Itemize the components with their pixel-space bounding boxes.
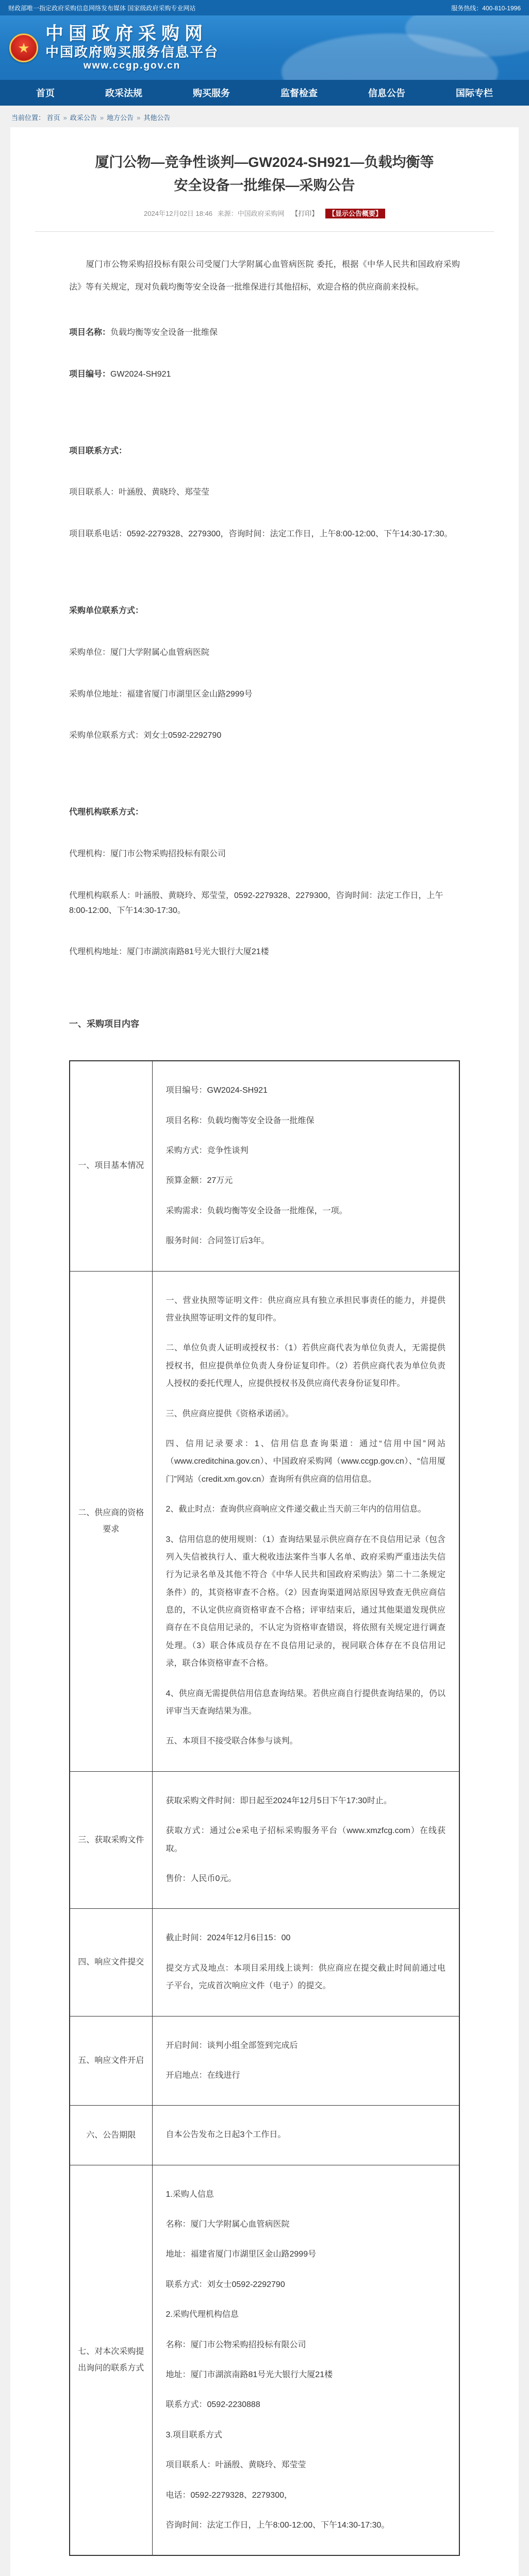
main-nav [0, 80, 529, 106]
info-line [69, 805, 460, 820]
info-line-label: 采购单位： [69, 648, 111, 657]
table-content-line: 项目联系人：叶涵殷、黄晓玲、郑莹莹 [166, 2461, 306, 2470]
table-content-line: 采购需求：负载均衡等安全设备一批维保，一项。 [166, 1206, 348, 1215]
site-name: 中国政府采购网 [45, 23, 208, 44]
table-row-content [152, 2016, 459, 2106]
table-row-content [152, 1771, 459, 1909]
nav-item[interactable]: 首页 [36, 88, 55, 98]
info-line [69, 847, 460, 862]
table-content-line: 电话：0592-2279328、2279300， [166, 2490, 293, 2500]
table-content-line: 二、单位负责人证明或授权书：（1）若供应商代表为单位负责人，无需提供授权书，但应提供单位负责人身份证复印件。（2）若供应商代表为单位负责人授权的委托代理人，应提供授权书及供应商代表身份证复印件。 [166, 1344, 445, 1388]
table-content-line: 名称：厦门市公物采购招投标有限公司 [166, 2340, 306, 2349]
topbar-slogan: 财政部唯一指定政府采购信息网络发布媒体 国家级政府采购专业网站 [8, 4, 196, 12]
table-content-line: 截止时间：2024年12月6日15：00 [166, 1934, 291, 1943]
info-line-label: 采购单位联系方式： [69, 731, 144, 740]
national-emblem-icon: ★ [9, 33, 38, 62]
info-line-value: 刘女士0592-2292790 [143, 731, 222, 740]
table-content-line: 三、供应商应提供《资格承诺函》。 [166, 1409, 294, 1418]
info-lines [69, 326, 460, 960]
table-content-line: 地址：厦门市湖滨南路81号光大银行大厦21楼 [166, 2370, 333, 2380]
table-content-line: 1.采购人信息 [166, 2190, 214, 2199]
table-content-line: 自本公告发布之日起3个工作日。 [166, 2130, 286, 2140]
table-content-line: 2.采购代理机构信息 [166, 2310, 239, 2319]
announcement-card [10, 127, 519, 2576]
breadcrumb-parts [47, 114, 171, 122]
table-row [70, 2016, 459, 2106]
table-content-line: 3、信用信息的使用规则：（1）查询结果显示供应商存在不良信用记录（包含列入失信被执行人、重大税收违法案件当事人名单、政府采购严重违法失信行为记录名单及其他不符合《中华人民共和国政府采购法》第二十二条规定条件）的，其资格审查不合格。（2）因查询渠道网站原因导致查无供应商信息的，不认定供应商资格审查不合格；评审结束后，通过其他渠道发现供应商存在不良信用记录的，不认定为资格审查错误，将依照有关规定进行调查处理。（3）联合体成员存在不良信用记录的，视同联合体存在不良信用记录，联合体资格审查不合格。 [166, 1535, 445, 1668]
breadcrumb-link[interactable]: 其他公告 [143, 114, 171, 122]
table-row-content [152, 1909, 459, 2016]
procurement-table [69, 1060, 460, 2556]
info-line-value: 厦门市湖滨南路81号光大银行大厦21楼 [127, 947, 269, 957]
table-content-line: 项目名称：负载均衡等安全设备一批维保 [166, 1116, 315, 1125]
table-content-line: 咨询时间：法定工作日，上午8:00-12:00、下午14:30-17:30。 [166, 2521, 390, 2530]
table-content-line: 五、本项目不接受联合体参与谈判。 [166, 1737, 298, 1746]
table-content-line: 地址：福建省厦门市湖里区金山路2999号 [166, 2250, 317, 2259]
topbar-hotline: 服务热线：400-810-1996 [451, 4, 521, 12]
table-content-line: 4、供应商无需提供信用信息查询结果。若供应商自行提供查询结果的，仍以评审当天查询结果为准。 [166, 1689, 445, 1716]
info-line-label: 代理机构联系人： [69, 891, 136, 900]
info-line-label: 项目联系电话： [69, 530, 127, 539]
table-content-line: 3.项目联系方式 [166, 2430, 222, 2439]
nav-item[interactable]: 监督检查 [280, 88, 318, 98]
info-line [69, 728, 460, 743]
page-title: 厦门公物—竞争性谈判—GW2024-SH921—负载均衡等安全设备一批维保—采购公告 [95, 155, 434, 193]
table-content-line: 提交方式及地点：本项目采用线上谈判：供应商应在提交截止时间前通过电子平台，完成首次响应文件（电子）的提交。 [166, 1963, 445, 1991]
info-line-value: 叶涵殷、黄晓玲、郑莹莹，0592-2279328、2279300，咨询时间：法定工作日，上午8:00-12:00、下午14:30-17:30。 [69, 891, 443, 915]
site-subtitle: 中国政府购买服务信息平台 [45, 44, 219, 60]
info-line-label: 代理机构地址： [69, 947, 127, 957]
table-row-label: 一、项目基本情况 [70, 1061, 152, 1271]
table-content-line: 预算金额：27万元 [166, 1176, 233, 1185]
table-content-line: 采购方式：竞争性谈判 [166, 1146, 249, 1156]
breadcrumb-separator: » [137, 114, 141, 122]
site-url: www.ccgp.gov.cn [83, 60, 181, 72]
table-row [70, 1271, 459, 1771]
article-source: 来源：中国政府采购网 [217, 210, 285, 218]
article-meta [69, 208, 460, 218]
table-content-line: 2、截止时点：查询供应商响应文件递交截止当天前三年内的信用信息。 [166, 1505, 426, 1514]
table-row-content [152, 1061, 459, 1271]
top-utility-bar [0, 0, 529, 15]
table-row [70, 1909, 459, 2016]
info-line [69, 485, 460, 500]
nav-item[interactable]: 政采法规 [105, 88, 142, 98]
table-content-line: 开启时间：谈判小组全部签到完成后 [166, 2041, 298, 2050]
info-line-label: 项目联系人： [69, 488, 119, 497]
info-line-label: 项目编号： [69, 369, 111, 379]
print-button[interactable]: 【打印】 [291, 210, 319, 218]
table-row-label: 四、响应文件提交 [70, 1909, 152, 2016]
breadcrumb [0, 106, 529, 127]
meta-divider [35, 231, 494, 232]
table-row-label: 六、公告期限 [70, 2106, 152, 2165]
info-line-value: 0592-2279328、2279300，咨询时间：法定工作日，上午8:00-12:00、下午14:30-17:30。 [127, 530, 453, 539]
table-row [70, 1061, 459, 1271]
info-line [69, 367, 460, 382]
table-content-line: 获取采购文件时间：即日起至2024年12月5日下午17:30时止。 [166, 1796, 392, 1805]
table-row-label: 五、响应文件开启 [70, 2016, 152, 2106]
breadcrumb-separator: » [100, 114, 104, 122]
table-content-line: 四、信用记录要求：1、信用信息查询渠道：通过“信用中国”网站（www.creditchina.gov.cn）、中国政府采购网（www.ccgp.gov.cn）、“信用厦门”网站（credit.xm.gov.cn）查询所有供应商的信用信息。 [166, 1439, 445, 1484]
info-line [69, 326, 460, 341]
info-line [69, 604, 460, 619]
section-heading-procurement-content: 一、采购项目内容 [69, 1019, 139, 1029]
table-content-line: 售价：人民币0元。 [166, 1874, 237, 1883]
info-line-label: 代理机构联系方式： [69, 808, 144, 817]
procurement-table-body [70, 1061, 459, 2555]
breadcrumb-prefix: 当前位置： [11, 114, 45, 122]
info-line-value: 福建省厦门市湖里区金山路2999号 [127, 689, 253, 699]
info-line [69, 889, 460, 919]
table-row-label: 三、获取采购文件 [70, 1771, 152, 1909]
info-line-value: 厦门大学附属心血管病医院 [110, 648, 210, 657]
table-content-line: 开启地点：在线进行 [166, 2071, 240, 2080]
info-line [69, 527, 460, 542]
table-row-label: 二、供应商的资格要求 [70, 1271, 152, 1771]
info-line [69, 687, 460, 702]
breadcrumb-link[interactable]: 政采公告 [70, 114, 97, 122]
info-line-label: 采购单位联系方式： [69, 606, 144, 616]
site-banner [0, 15, 529, 80]
table-row [70, 2165, 459, 2555]
show-summary-button[interactable]: 【显示公告概要】 [325, 209, 385, 218]
table-row-content [152, 2165, 459, 2555]
info-line [69, 444, 460, 459]
info-line-label: 项目联系方式： [69, 446, 127, 455]
info-line [69, 945, 460, 960]
table-content-line: 联系方式：0592-2230888 [166, 2400, 260, 2410]
info-line-value: GW2024-SH921 [110, 369, 171, 379]
info-line-value: 负载均衡等安全设备一批维保 [110, 328, 218, 337]
table-row-content [152, 1271, 459, 1771]
nav-item[interactable]: 购买服务 [193, 88, 230, 98]
table-content-line: 获取方式：通过公e采电子招标采购服务平台（www.xmzfcg.com）在线获取。 [166, 1826, 445, 1853]
table-content-line: 名称：厦门大学附属心血管病医院 [166, 2220, 290, 2229]
info-line-value: 叶涵殷、黄晓玲、郑莹莹 [119, 488, 210, 497]
table-row-label: 七、对本次采购提出询问的联系方式 [70, 2165, 152, 2555]
table-row [70, 2106, 459, 2165]
info-line-label: 项目名称： [69, 328, 111, 337]
table-row-content [152, 2106, 459, 2165]
nav-item[interactable]: 信息公告 [368, 88, 405, 98]
info-line-value: 厦门市公物采购招投标有限公司 [110, 850, 226, 859]
intro-paragraph: 厦门市公物采购招投标有限公司受厦门大学附属心血管病医院 委托，根据《中华人民共和国政府采购法》等有关规定，现对负载均衡等安全设备一批维保进行其他招标，欢迎合格的供应商前来投标。 [69, 260, 460, 292]
info-line-label: 代理机构： [69, 850, 111, 859]
nav-item[interactable]: 国际专栏 [456, 88, 493, 98]
publish-datetime: 2024年12月02日 18:46 [144, 210, 213, 218]
info-line [69, 646, 460, 660]
table-row [70, 1771, 459, 1909]
table-content-line: 联系方式：刘女士0592-2292790 [166, 2280, 285, 2289]
table-content-line: 项目编号：GW2024-SH921 [166, 1086, 268, 1095]
info-line-label: 采购单位地址： [69, 689, 127, 699]
breadcrumb-link[interactable]: 地方公告 [107, 114, 134, 122]
breadcrumb-separator: » [63, 114, 67, 122]
breadcrumb-link[interactable]: 首页 [46, 114, 60, 122]
table-content-line: 服务时间：合同签订后3年。 [166, 1236, 270, 1246]
table-content-line: 一、营业执照等证明文件：供应商应具有独立承担民事责任的能力，并提供营业执照等证明文件的复印件。 [166, 1296, 445, 1323]
